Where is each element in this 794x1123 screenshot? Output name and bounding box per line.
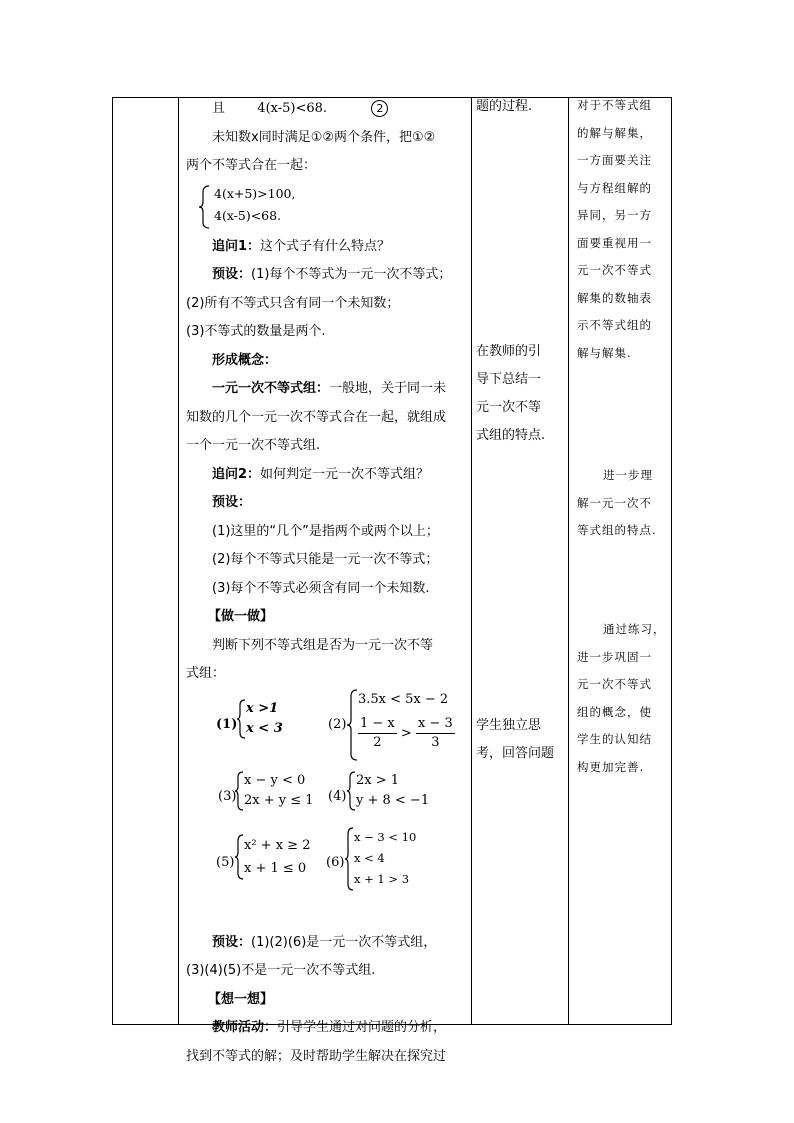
design-intent-text: 对于不等式组 [577, 98, 652, 112]
student-activity-text: 学生独立思 [476, 718, 542, 733]
student-activity-text: 导下总结一 [476, 372, 542, 387]
follow-up-label: 追问2： [212, 466, 261, 482]
concept-text: 知数的几个一元一次不等式合在一起，就组成 [186, 409, 447, 425]
system-line: 3.5x < 5x − 2 [358, 691, 449, 707]
design-intent-block [577, 616, 667, 781]
system-line: x + 1 > 3 [354, 871, 410, 886]
circled-two: 2 [371, 100, 388, 117]
preset-item: (2)所有不等式只含有同一个未知数； [186, 295, 400, 311]
student-activity-text: 题的过程. [476, 99, 533, 114]
system-line: x >1 [246, 700, 279, 716]
design-intent-text: 组的概念，使 [577, 704, 652, 719]
preset-item: (3)每个不等式必须含有同一个未知数. [212, 580, 430, 596]
greater-than-sign: > [400, 725, 412, 741]
teaching-content-column [186, 95, 468, 1071]
table-divider [178, 97, 179, 1025]
design-intent-text: 异同，另一方 [577, 208, 652, 222]
condition-line [186, 95, 468, 124]
system-line-2: 4(x-5)<68. [214, 207, 282, 223]
design-intent-text: 解集的数轴表 [577, 290, 652, 305]
system-line-1: 4(x+5)>100, [214, 185, 296, 201]
left-brace [234, 834, 244, 880]
design-intent-text: 学生的认知结 [577, 732, 652, 746]
student-activity-text: 元一次不等 [476, 400, 542, 415]
answer-text: (3)(4)(5)不是一元一次不等式组. [186, 963, 376, 978]
design-intent-text: 示不等式组的 [577, 318, 652, 332]
preset-label: 预设： [212, 495, 252, 510]
design-intent-text: 解与解集. [577, 345, 632, 360]
left-brace [234, 771, 244, 811]
preset-item: (2)每个不等式只能是一元一次不等式； [212, 552, 439, 567]
concept-term: 一元一次不等式组： [212, 381, 330, 396]
student-activity-column [476, 93, 564, 121]
concept-text: 一般地，关于同一未 [329, 381, 447, 396]
student-activity-text: 式组的特点. [476, 428, 546, 443]
fraction-numerator: x − 3 [416, 715, 455, 734]
design-intent-text: 元一次不等式 [577, 263, 652, 277]
preset-label: 预设： [212, 934, 252, 950]
teacher-activity-label: 教师活动： [212, 1020, 278, 1035]
fraction-denominator: 3 [431, 734, 440, 750]
left-brace [346, 771, 356, 811]
follow-up-label: 追问1： [212, 238, 261, 254]
paragraph-line: 未知数x同时满足①②两个条件，把①② [212, 129, 436, 145]
teacher-activity-text: 找到不等式的解；及时帮助学生解决在探究过 [186, 1048, 447, 1064]
teacher-activity-text: 引导学生通过对问题的分析， [277, 1020, 447, 1035]
system-line: x² + x ≥ 2 [244, 837, 311, 853]
text: 且 [212, 101, 226, 116]
design-intent-text: 一方面要关注 [577, 153, 652, 167]
table-divider [568, 97, 569, 1025]
system-line: 2x + y ≤ 1 [244, 792, 314, 808]
design-intent-text: 通过练习， [603, 622, 666, 636]
preset-item: (3)不等式的数量是两个. [186, 324, 326, 339]
system-line: x − 3 < 10 [354, 829, 417, 844]
preset-item: (1)每个不等式为一元一次不等式； [251, 267, 452, 282]
design-intent-text: 解一元一次不 [577, 495, 652, 510]
exercise-label: (5) [216, 854, 235, 870]
left-brace [344, 827, 354, 891]
design-intent-text: 与方程组解的 [577, 180, 652, 195]
follow-up-question: 这个式子有什么特点？ [260, 238, 391, 254]
exercise-label: (4) [328, 788, 347, 804]
inequality-2: 4(x-5)<68. [257, 101, 328, 116]
design-intent-text: 进一步理 [603, 468, 653, 482]
student-activity-block [476, 712, 564, 768]
preset-label: 预设： [212, 267, 252, 282]
system-line: y + 8 < −1 [356, 792, 430, 808]
left-brace [236, 699, 246, 739]
table-divider [471, 97, 472, 1025]
exercise-systems [186, 689, 468, 929]
system-line: x − y < 0 [244, 772, 306, 788]
left-brace [346, 689, 358, 761]
design-intent-block [577, 462, 667, 545]
system-line: x < 3 [246, 720, 283, 736]
paragraph-line: 判断下列不等式组是否为一元一次不等 [212, 637, 434, 653]
inequality-system [186, 181, 468, 233]
exercise-label: (6) [326, 854, 345, 870]
student-activity-text: 考，回答问题 [476, 746, 555, 761]
design-intent-text: 等式组的特点. [577, 523, 657, 537]
system-line: 2x > 1 [356, 772, 400, 788]
student-activity-text: 在教师的引 [476, 344, 542, 359]
answer-text: (1)(2)(6)是一元一次不等式组， [251, 934, 437, 950]
design-intent-column [577, 92, 667, 367]
preset-item: (1)这里的“几个”是指两个或两个以上； [212, 523, 439, 539]
exercise-label: (3) [218, 788, 237, 804]
section-title-think: 【想一想】 [208, 991, 274, 1007]
design-intent-text: 进一步巩固一 [577, 649, 652, 664]
exercise-label: (2) [328, 716, 347, 732]
paragraph-line: 两个不等式合在一起： [186, 158, 317, 173]
design-intent-text: 面要重视用一 [577, 235, 652, 250]
section-title-practice: 【做一做】 [208, 609, 274, 624]
student-activity-block [476, 338, 564, 450]
follow-up-question: 如何判定一元一次不等式组？ [260, 466, 430, 482]
design-intent-text: 的解与解集， [577, 125, 652, 140]
exercise-label: (1) [216, 716, 238, 732]
concept-text: 一个一元一次不等式组. [186, 438, 321, 453]
left-brace [198, 184, 212, 230]
system-line: x < 4 [354, 850, 385, 865]
concept-heading: 形成概念： [212, 352, 278, 368]
design-intent-text: 构更加完善. [577, 759, 645, 774]
system-line: x + 1 ≤ 0 [244, 860, 307, 876]
fraction-denominator: 2 [373, 734, 382, 750]
fraction-numerator: 1 − x [358, 715, 397, 734]
paragraph-line: 式组： [186, 666, 226, 681]
design-intent-text: 元一次不等式 [577, 677, 652, 691]
